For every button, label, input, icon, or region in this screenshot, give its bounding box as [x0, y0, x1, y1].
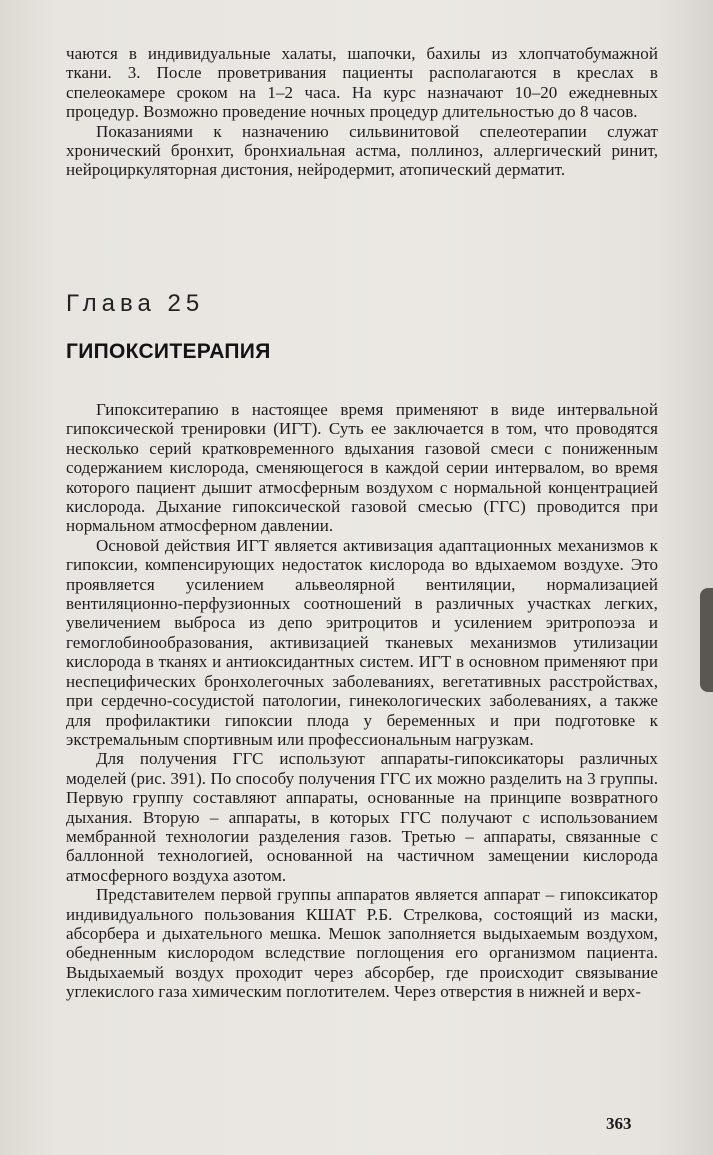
top-text-block [66, 44, 658, 180]
paragraph-devices: Для получения ГГС используют аппараты-гипоксикаторы различных моделей (рис. 391). По способу получения ГГС их можно разделить на 3 группы. Первую группу составляют аппараты, основанные на принципе возвратного дыхания. Вторую – аппараты, в которых ГГС получают с использованием мембранной технологии разделения газов. Третью – аппараты, связанные с баллонной технологией, основанной на частичном замещении кислорода атмосферного воздуха азотом. [66, 749, 658, 885]
paragraph-continuation: чаются в индивидуальные халаты, шапочки, бахилы из хлопчатобумажной ткани. 3. После проветривания пациенты располагаются в креслах в спелеокамере сроком на 1–2 часа. На курс назначают 10–20 ежедневных процедур. Возможно проведение ночных процедур длительностью до 8 часов. [66, 44, 658, 122]
chapter-title: ГИПОКСИТЕРАПИЯ [66, 340, 271, 363]
paragraph-first-group: Представителем первой группы аппаратов является аппарат – гипоксикатор индивидуального пользования КШАТ Р.Б. Стрелкова, состоящий из маски, абсорбера и дыхательного мешка. Мешок заполняется выдыхаемым воздухом, обедненным кислородом вследствие поглощения его организмом пациента. Выдыхаемый воздух проходит через абсорбер, где происходит связывание углекислого газа химическим поглотителем. Через отверстия в нижней и верх- [66, 885, 658, 1002]
page-number: 363 [606, 1114, 632, 1133]
main-text-block [66, 400, 658, 1002]
chapter-label: Глава 25 [66, 290, 205, 317]
page-edge-tab [700, 588, 713, 692]
paragraph-intro: Гипокситерапию в настоящее время применяют в виде интервальной гипоксической тренировки (ИГТ). Суть ее заключается в том, что проводятся несколько серий кратковременного вдыхания газовой смеси с пониженным содержанием кислорода, сменяющегося в каждой серии интервалом, во время которого пациент дышит атмосферным воздухом с нормальной концентрацией кислорода. Дыхание гипоксической газовой смесью (ГГС) проводится при нормальном атмосферном давлении. [66, 400, 658, 536]
paragraph-indications: Показаниями к назначению сильвинитовой спелеотерапии служат хронический бронхит, бронхиальная астма, поллиноз, аллергический ринит, нейроциркуляторная дистония, нейродермит, атопический дерматит. [66, 121, 658, 180]
paragraph-mechanism: Основой действия ИГТ является активизация адаптационных механизмов к гипоксии, компенсирующих недостаток кислорода во вдыхаемом воздухе. Это проявляется усилением альвеолярной вентиляции, нормализацией вентиляционно-перфузионных соотношений в различных участках легких, увеличением выброса из депо эритроцитов и усилением эритропоэза и гемоглобинообразования, активизацией тканевых механизмов утилизации кислорода в тканях и антиоксидантных систем. ИГТ в основном применяют при неспецифических бронхолегочных заболеваниях, вегетативных расстройствах, при сердечно-сосудистой патологии, гинекологических заболеваниях, а также для профилактики гипоксии плода у беременных и при подготовке к экстремальным спортивным или профессиональным нагрузкам. [66, 535, 658, 749]
